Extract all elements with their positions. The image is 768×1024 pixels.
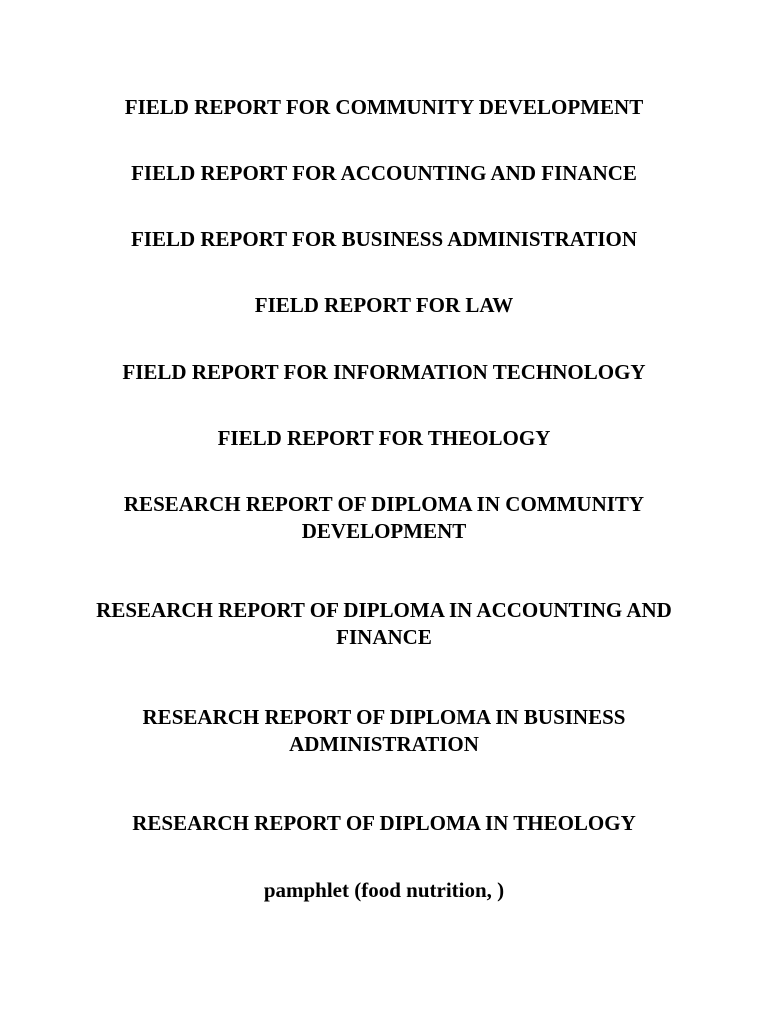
field-report-information-technology: FIELD REPORT FOR INFORMATION TECHNOLOGY [122, 360, 646, 384]
research-report-community-development: RESEARCH REPORT OF DIPLOMA IN COMMUNITY DEVELOPMENT [123, 492, 645, 543]
pamphlet-line: pamphlet (food nutrition, ) [263, 878, 505, 902]
field-report-business-administration: FIELD REPORT FOR BUSINESS ADMINISTRATION [130, 227, 638, 251]
research-report-theology: RESEARCH REPORT OF DIPLOMA IN THEOLOGY [132, 811, 636, 835]
field-report-theology: FIELD REPORT FOR THEOLOGY [217, 426, 551, 450]
field-report-accounting-finance: FIELD REPORT FOR ACCOUNTING AND FINANCE [131, 161, 637, 185]
research-report-accounting-finance: RESEARCH REPORT OF DIPLOMA IN ACCOUNTING AND FINANCE [96, 598, 672, 649]
field-report-community-development: FIELD REPORT FOR COMMUNITY DEVELOPMENT [124, 95, 644, 119]
field-report-law: FIELD REPORT FOR LAW [254, 293, 514, 317]
research-report-business-administration: RESEARCH REPORT OF DIPLOMA IN BUSINESS ADMINISTRATION [142, 705, 626, 756]
